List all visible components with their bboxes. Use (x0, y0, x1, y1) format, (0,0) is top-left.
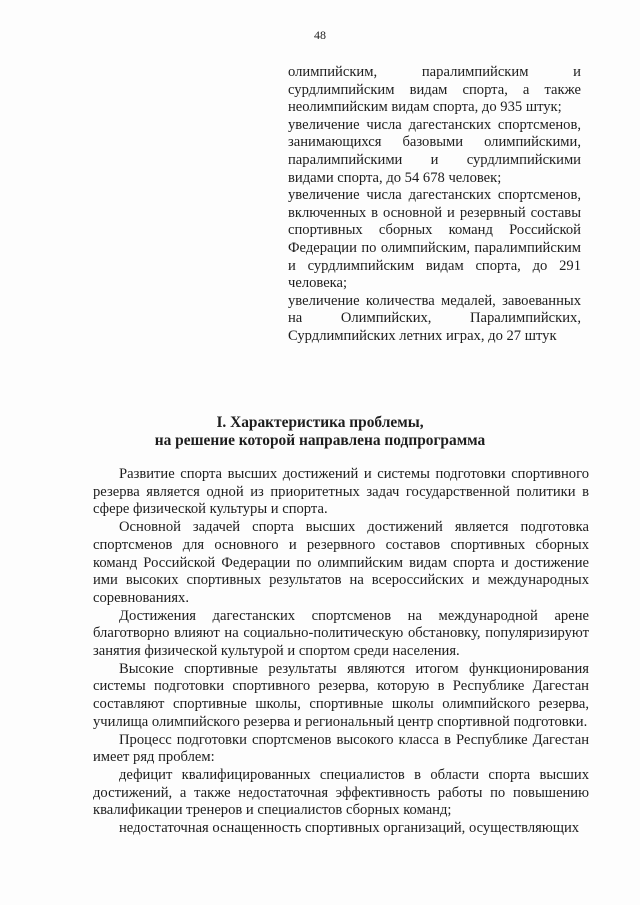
paragraph: Процесс подготовки спортсменов высокого класса в Республике Дагестан имеет ряд проблем: (93, 731, 589, 766)
list-item: увеличение числа дагестанских спортсменов, занимающихся базовыми олимпийскими, паралимпийскими и сурдлимпийскими видами спорта, до 54 678 человек; (288, 116, 581, 186)
paragraph: недостаточная оснащенность спортивных организаций, осуществляющих (119, 820, 580, 837)
page-number: 48 (314, 28, 326, 42)
list-item: увеличение числа дагестанских спортсменов, включенных в основной и резервный составы спортивных сборных команд Российской Федерации по олимпийским, паралимпийским и сурдлимпийским видам спорта, до 291 человека; (288, 187, 581, 292)
list-item: увеличение количества медалей, завоеванных на Олимпийских, Паралимпийских, Сурдлимпийских летних играх, до 27 штук (288, 292, 581, 344)
section-heading (0, 414, 640, 450)
body-text (93, 466, 589, 838)
paragraph: Основной задачей спорта высших достижений является подготовка спортсменов для основного и резервного составов спортивных сборных команд Российской Федерации по олимпийским видам спорта и достижение ими высоких спортивных результатов на всероссийских и международных соревнованиях. (93, 519, 589, 606)
list-item: олимпийским, паралимпийским и сурдлимпийским видам спорта, а также неолимпийским видам спорта, до 935 штук; (288, 64, 581, 116)
section-heading-line-2: на решение которой направлена подпрограмма (154, 432, 486, 449)
paragraph: дефицит квалифицированных специалистов в области спорта высших достижений, а также недостаточная эффективность работы по повышению квалификации тренеров и специалистов сборных команд; (93, 766, 589, 819)
paragraph: Развитие спорта высших достижений и системы подготовки спортивного резерва является одной из приоритетных задач государственной политики в сфере физической культуры и спорта. (93, 466, 589, 518)
target-indicators-list (288, 64, 581, 346)
section-heading-line-1: I. Характеристика проблемы, (216, 414, 424, 431)
paragraph: Достижения дагестанских спортсменов на международной арене благотворно влияют на социально-политическую обстановку, популяризируют занятия физической культурой и спортом среди населения. (93, 607, 589, 660)
paragraph: Высокие спортивные результаты являются итогом функционирования системы подготовки спортивного резерва, которую в Республике Дагестан составляют спортивные школы, спортивные школы олимпийского резерва, училища олимпийского резерва и региональный центр спортивной подготовки. (93, 660, 589, 730)
